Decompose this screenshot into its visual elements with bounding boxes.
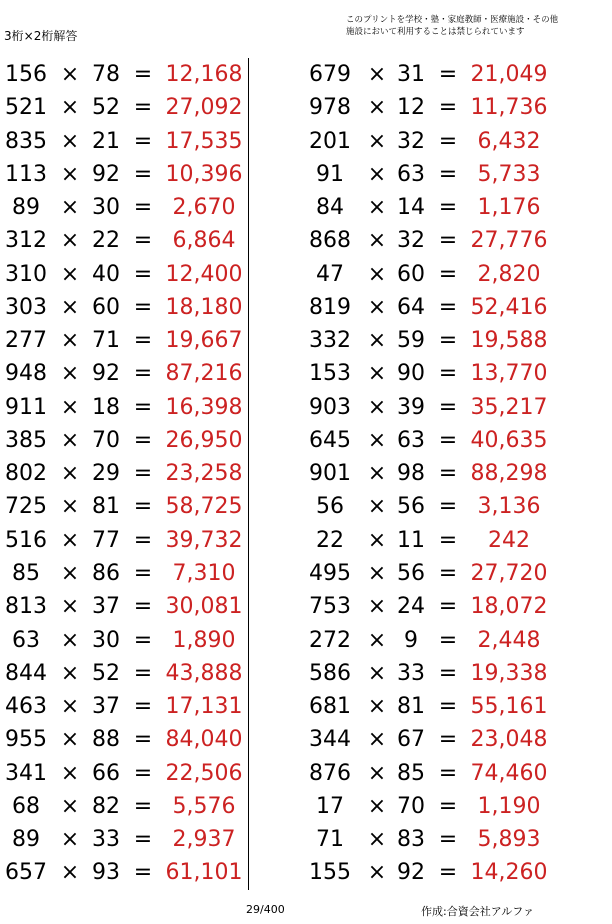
multiplicand: 681 xyxy=(309,694,351,720)
multiplier: 66 xyxy=(92,760,120,786)
multiply-sign: × xyxy=(60,627,80,653)
multiplier: 83 xyxy=(397,827,425,853)
multiply-sign: × xyxy=(60,494,80,520)
equals-sign: = xyxy=(438,361,458,387)
multiply-sign: × xyxy=(367,328,387,354)
answer: 22,506 xyxy=(165,760,243,786)
equals-sign: = xyxy=(438,527,458,553)
answer: 3,136 xyxy=(477,494,541,520)
equals-sign: = xyxy=(133,494,153,520)
multiply-sign: × xyxy=(60,62,80,87)
multiplicand: 813 xyxy=(5,594,47,620)
multiplier: 37 xyxy=(92,694,120,720)
multiply-sign: × xyxy=(60,760,80,786)
answer: 58,725 xyxy=(165,494,243,520)
equals-sign: = xyxy=(133,228,153,254)
answer: 27,720 xyxy=(470,560,548,586)
multiplicand: 91 xyxy=(316,161,344,187)
answer: 2,820 xyxy=(477,261,541,287)
equals-sign: = xyxy=(438,95,458,121)
answer: 1,190 xyxy=(477,793,541,819)
multiplicand: 332 xyxy=(309,328,351,354)
multiplier: 40 xyxy=(92,261,120,287)
equals-sign: = xyxy=(133,827,153,853)
answer: 23,048 xyxy=(470,727,548,753)
equals-sign: = xyxy=(133,328,153,354)
answer: 84,040 xyxy=(165,727,243,753)
multiply-sign: × xyxy=(367,694,387,720)
multiplier: 12 xyxy=(397,95,425,121)
multiply-sign: × xyxy=(60,95,80,121)
multiplier: 64 xyxy=(397,294,425,320)
multiplicand: 725 xyxy=(5,494,47,520)
equals-sign: = xyxy=(133,627,153,653)
multiplicand: 901 xyxy=(309,461,351,487)
multiplier: 63 xyxy=(397,427,425,453)
multiply-sign: × xyxy=(60,261,80,287)
equals-sign: = xyxy=(438,494,458,520)
answer: 17,131 xyxy=(165,694,243,720)
multiplicand: 312 xyxy=(5,228,47,254)
equals-sign: = xyxy=(133,760,153,786)
multiplicand: 17 xyxy=(316,793,344,819)
answer: 1,176 xyxy=(477,195,541,221)
multiplier: 37 xyxy=(92,594,120,620)
multiplier: 98 xyxy=(397,461,425,487)
multiplier: 30 xyxy=(92,627,120,653)
multiplier: 82 xyxy=(92,793,120,819)
equals-sign: = xyxy=(438,594,458,620)
multiplier: 29 xyxy=(92,461,120,487)
multiply-sign: × xyxy=(60,461,80,487)
answer: 88,298 xyxy=(470,461,548,487)
multiplier: 52 xyxy=(92,95,120,121)
usage-notice-line: このプリントを学校・塾・家庭教師・医療施設・その他 xyxy=(346,15,559,25)
multiplicand: 89 xyxy=(12,827,40,853)
answer: 14,260 xyxy=(470,860,548,886)
multiplicand: 835 xyxy=(5,128,47,154)
answer: 21,049 xyxy=(470,62,548,87)
answer: 39,732 xyxy=(165,527,243,553)
multiplicand: 911 xyxy=(5,394,47,420)
equals-sign: = xyxy=(133,128,153,154)
answer: 6,864 xyxy=(172,228,236,254)
equals-sign: = xyxy=(133,95,153,121)
multiply-sign: × xyxy=(60,361,80,387)
multiplicand: 516 xyxy=(5,527,47,553)
answer: 2,937 xyxy=(172,827,236,853)
equals-sign: = xyxy=(438,62,458,87)
multiply-sign: × xyxy=(60,128,80,154)
equals-sign: = xyxy=(133,62,153,87)
equals-sign: = xyxy=(438,660,458,686)
multiply-sign: × xyxy=(367,95,387,121)
multiplier: 24 xyxy=(397,594,425,620)
answer: 74,460 xyxy=(470,760,548,786)
multiply-sign: × xyxy=(367,461,387,487)
answer: 5,733 xyxy=(477,161,541,187)
multiply-sign: × xyxy=(367,660,387,686)
equals-sign: = xyxy=(133,660,153,686)
multiplier: 56 xyxy=(397,560,425,586)
answer: 2,448 xyxy=(477,627,541,653)
equals-sign: = xyxy=(133,161,153,187)
answer: 5,893 xyxy=(477,827,541,853)
multiply-sign: × xyxy=(367,394,387,420)
multiplier: 70 xyxy=(92,427,120,453)
multiplicand: 71 xyxy=(316,827,344,853)
equals-sign: = xyxy=(438,294,458,320)
multiplicand: 753 xyxy=(309,594,351,620)
multiplicand: 586 xyxy=(309,660,351,686)
equals-sign: = xyxy=(438,827,458,853)
multiplier: 32 xyxy=(397,228,425,254)
multiply-sign: × xyxy=(60,427,80,453)
answer: 19,588 xyxy=(470,328,548,354)
multiplicand: 68 xyxy=(12,793,40,819)
multiply-sign: × xyxy=(367,294,387,320)
multiply-sign: × xyxy=(367,128,387,154)
multiplicand: 85 xyxy=(12,560,40,586)
equals-sign: = xyxy=(438,560,458,586)
answer: 242 xyxy=(488,527,530,553)
multiply-sign: × xyxy=(60,594,80,620)
equals-sign: = xyxy=(133,461,153,487)
equals-sign: = xyxy=(133,694,153,720)
multiplier: 9 xyxy=(404,627,418,653)
multiplicand: 201 xyxy=(309,128,351,154)
multiplicand: 385 xyxy=(5,427,47,453)
multiplier: 86 xyxy=(92,560,120,586)
answer: 18,072 xyxy=(470,594,548,620)
multiplicand: 63 xyxy=(12,627,40,653)
equals-sign: = xyxy=(133,195,153,221)
multiplier: 56 xyxy=(397,494,425,520)
multiplier: 77 xyxy=(92,527,120,553)
equals-sign: = xyxy=(438,161,458,187)
answer: 40,635 xyxy=(470,427,548,453)
multiply-sign: × xyxy=(60,860,80,886)
equals-sign: = xyxy=(438,727,458,753)
multiply-sign: × xyxy=(367,627,387,653)
author-credit: 作成:合資会社アルファ xyxy=(421,905,535,918)
answer: 87,216 xyxy=(165,361,243,387)
equals-sign: = xyxy=(438,427,458,453)
multiply-sign: × xyxy=(367,793,387,819)
multiplicand: 657 xyxy=(5,860,47,886)
multiply-sign: × xyxy=(60,694,80,720)
answer: 61,101 xyxy=(165,860,243,886)
answer: 18,180 xyxy=(165,294,243,320)
equals-sign: = xyxy=(438,128,458,154)
multiply-sign: × xyxy=(60,527,80,553)
answer: 16,398 xyxy=(165,394,243,420)
multiply-sign: × xyxy=(367,827,387,853)
answer: 6,432 xyxy=(477,128,541,154)
multiplier: 92 xyxy=(92,361,120,387)
multiplier: 70 xyxy=(397,793,425,819)
multiplier: 11 xyxy=(397,527,425,553)
answer: 43,888 xyxy=(165,660,243,686)
answer: 23,258 xyxy=(165,461,243,487)
multiplicand: 341 xyxy=(5,760,47,786)
equals-sign: = xyxy=(133,294,153,320)
answer: 19,667 xyxy=(165,328,243,354)
multiplier: 32 xyxy=(397,128,425,154)
multiplicand: 645 xyxy=(309,427,351,453)
multiplicand: 303 xyxy=(5,294,47,320)
answer: 26,950 xyxy=(165,427,243,453)
multiplicand: 802 xyxy=(5,461,47,487)
answer: 11,736 xyxy=(470,95,548,121)
equals-sign: = xyxy=(438,328,458,354)
multiplicand: 277 xyxy=(5,328,47,354)
multiply-sign: × xyxy=(367,361,387,387)
equals-sign: = xyxy=(438,793,458,819)
multiplier: 31 xyxy=(397,62,425,87)
multiplier: 21 xyxy=(92,128,120,154)
multiply-sign: × xyxy=(60,727,80,753)
multiplicand: 948 xyxy=(5,361,47,387)
multiply-sign: × xyxy=(367,261,387,287)
multiplicand: 344 xyxy=(309,727,351,753)
multiply-sign: × xyxy=(60,560,80,586)
answer: 7,310 xyxy=(172,560,236,586)
multiplier: 92 xyxy=(92,161,120,187)
multiplicand: 679 xyxy=(309,62,351,87)
multiply-sign: × xyxy=(60,228,80,254)
multiplier: 92 xyxy=(397,860,425,886)
multiplier: 60 xyxy=(397,261,425,287)
multiplier: 67 xyxy=(397,727,425,753)
answer: 35,217 xyxy=(470,394,548,420)
answer: 52,416 xyxy=(470,294,548,320)
multiply-sign: × xyxy=(367,228,387,254)
worksheet-title: 3桁×2桁解答 xyxy=(4,29,78,43)
multiplicand: 155 xyxy=(309,860,351,886)
multiplier: 88 xyxy=(92,727,120,753)
multiplier: 52 xyxy=(92,660,120,686)
equals-sign: = xyxy=(133,727,153,753)
multiplicand: 272 xyxy=(309,627,351,653)
multiply-sign: × xyxy=(367,494,387,520)
multiplier: 85 xyxy=(397,760,425,786)
multiply-sign: × xyxy=(60,195,80,221)
equals-sign: = xyxy=(133,261,153,287)
multiplier: 81 xyxy=(397,694,425,720)
multiplicand: 56 xyxy=(316,494,344,520)
multiplier: 14 xyxy=(397,195,425,221)
multiply-sign: × xyxy=(367,860,387,886)
multiplicand: 47 xyxy=(316,261,344,287)
answer: 17,535 xyxy=(165,128,243,154)
multiplicand: 153 xyxy=(309,361,351,387)
multiplier: 71 xyxy=(92,328,120,354)
multiplicand: 463 xyxy=(5,694,47,720)
answer: 55,161 xyxy=(470,694,548,720)
multiplier: 59 xyxy=(397,328,425,354)
multiplicand: 521 xyxy=(5,95,47,121)
equals-sign: = xyxy=(133,860,153,886)
equals-sign: = xyxy=(133,394,153,420)
multiplicand: 89 xyxy=(12,195,40,221)
multiplicand: 876 xyxy=(309,760,351,786)
multiply-sign: × xyxy=(367,195,387,221)
multiplicand: 903 xyxy=(309,394,351,420)
multiply-sign: × xyxy=(367,62,387,87)
answer: 30,081 xyxy=(165,594,243,620)
answer: 12,168 xyxy=(165,62,243,87)
multiply-sign: × xyxy=(60,660,80,686)
multiply-sign: × xyxy=(60,827,80,853)
equals-sign: = xyxy=(438,394,458,420)
multiplier: 63 xyxy=(397,161,425,187)
answer: 12,400 xyxy=(165,261,243,287)
equals-sign: = xyxy=(133,594,153,620)
multiplier: 90 xyxy=(397,361,425,387)
answer: 19,338 xyxy=(470,660,548,686)
multiply-sign: × xyxy=(60,161,80,187)
equals-sign: = xyxy=(133,527,153,553)
multiplicand: 22 xyxy=(316,527,344,553)
multiplicand: 495 xyxy=(309,560,351,586)
column-divider xyxy=(248,58,249,890)
equals-sign: = xyxy=(438,228,458,254)
equals-sign: = xyxy=(133,361,153,387)
usage-notice xyxy=(346,14,558,38)
multiplier: 39 xyxy=(397,394,425,420)
usage-notice-line: 施設において利用することは禁じられています xyxy=(346,27,525,37)
multiply-sign: × xyxy=(367,527,387,553)
multiply-sign: × xyxy=(367,427,387,453)
multiply-sign: × xyxy=(60,294,80,320)
equals-sign: = xyxy=(438,461,458,487)
multiplicand: 819 xyxy=(309,294,351,320)
multiplier: 93 xyxy=(92,860,120,886)
multiplier: 81 xyxy=(92,494,120,520)
multiply-sign: × xyxy=(60,793,80,819)
answer: 13,770 xyxy=(470,361,548,387)
multiplicand: 978 xyxy=(309,95,351,121)
answer: 27,092 xyxy=(165,95,243,121)
answer: 1,890 xyxy=(172,627,236,653)
answer: 27,776 xyxy=(470,228,548,254)
answer: 5,576 xyxy=(172,793,236,819)
equals-sign: = xyxy=(438,694,458,720)
multiply-sign: × xyxy=(60,328,80,354)
multiplier: 30 xyxy=(92,195,120,221)
multiplicand: 84 xyxy=(316,195,344,221)
multiplicand: 955 xyxy=(5,727,47,753)
equals-sign: = xyxy=(438,760,458,786)
multiplicand: 868 xyxy=(309,228,351,254)
equals-sign: = xyxy=(438,261,458,287)
equals-sign: = xyxy=(133,427,153,453)
multiply-sign: × xyxy=(367,727,387,753)
multiplier: 22 xyxy=(92,228,120,254)
multiply-sign: × xyxy=(367,760,387,786)
multiplicand: 310 xyxy=(5,261,47,287)
equals-sign: = xyxy=(438,860,458,886)
multiply-sign: × xyxy=(60,394,80,420)
multiplier: 18 xyxy=(92,394,120,420)
multiplicand: 113 xyxy=(5,161,47,187)
multiplier: 60 xyxy=(92,294,120,320)
multiplier: 78 xyxy=(92,62,120,87)
answer: 2,670 xyxy=(172,195,236,221)
multiply-sign: × xyxy=(367,594,387,620)
equals-sign: = xyxy=(133,560,153,586)
multiplicand: 844 xyxy=(5,660,47,686)
answer: 10,396 xyxy=(165,161,243,187)
multiply-sign: × xyxy=(367,560,387,586)
multiplier: 33 xyxy=(397,660,425,686)
page-number: 29/400 xyxy=(246,903,285,916)
multiplicand: 156 xyxy=(5,62,47,87)
equals-sign: = xyxy=(133,793,153,819)
equals-sign: = xyxy=(438,195,458,221)
multiplier: 33 xyxy=(92,827,120,853)
multiply-sign: × xyxy=(367,161,387,187)
equals-sign: = xyxy=(438,627,458,653)
